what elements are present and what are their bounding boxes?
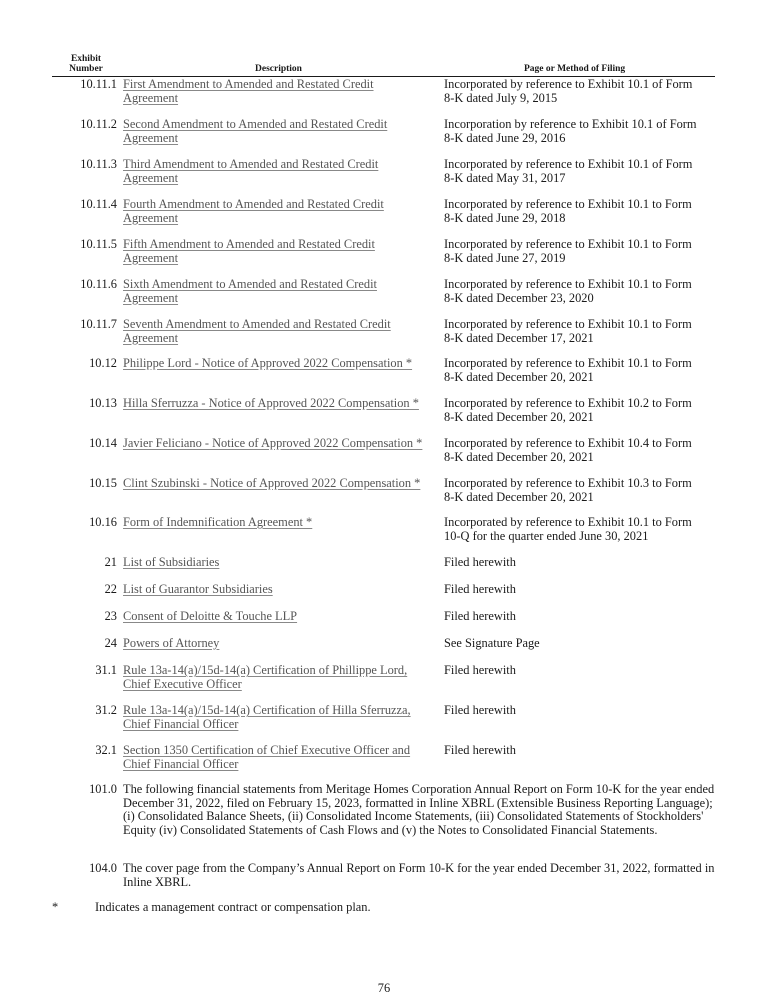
exhibit-number: 10.11.1	[80, 77, 117, 91]
filing-method	[444, 437, 719, 464]
filing-method	[444, 637, 719, 651]
method-line: 8-K dated June 27, 2019	[444, 250, 566, 265]
page-number: 76	[377, 981, 391, 995]
exhibit-number: 31.2	[95, 703, 117, 717]
method-line: 8-K dated December 20, 2021	[444, 409, 594, 424]
filing-method	[444, 516, 719, 543]
method-line: Incorporated by reference to Exhibit 10.1 to Form	[444, 356, 692, 370]
exhibit-description-link[interactable]	[123, 318, 443, 345]
filing-method	[444, 118, 719, 145]
exhibit-number: 23	[104, 609, 117, 623]
description-line: Chief Financial Officer	[123, 756, 239, 771]
footnote-text: Indicates a management contract or compensation plan.	[95, 900, 371, 914]
method-line: 8-K dated July 9, 2015	[444, 90, 558, 105]
method-line: Filed herewith	[444, 703, 516, 717]
method-line: Filed herewith	[444, 555, 516, 569]
filing-method	[444, 664, 719, 678]
description-line: Javier Feliciano - Notice of Approved 2022 Compensation *	[123, 436, 423, 450]
method-line: Incorporated by reference to Exhibit 10.1 to Form	[444, 197, 692, 211]
description-line: Section 1350 Certification of Chief Executive Officer and	[123, 743, 411, 757]
filing-method	[444, 78, 719, 105]
description-line: Fifth Amendment to Amended and Restated Credit	[123, 237, 375, 251]
description-line: Second Amendment to Amended and Restated Credit	[123, 117, 388, 131]
method-line: Incorporation by reference to Exhibit 10.1 of Form	[444, 117, 697, 131]
exhibit-number: 10.15	[89, 476, 117, 490]
description-line: Agreement	[123, 90, 179, 105]
exhibit-number: 10.11.6	[80, 277, 117, 291]
method-line: Incorporated by reference to Exhibit 10.1 to Form	[444, 237, 692, 251]
description-line: Rule 13a-14(a)/15d-14(a) Certification of Phillippe Lord,	[123, 663, 408, 677]
description-header: Description	[255, 64, 302, 74]
description-line: Rule 13a-14(a)/15d-14(a) Certification of Hilla Sferruzza,	[123, 703, 411, 717]
filing-method	[444, 610, 719, 624]
method-line: Filed herewith	[444, 743, 516, 757]
description-line: Philippe Lord - Notice of Approved 2022 Compensation *	[123, 356, 413, 370]
filing-method	[444, 397, 719, 424]
method-line: Filed herewith	[444, 663, 516, 677]
description-line: Third Amendment to Amended and Restated Credit	[123, 157, 379, 171]
description-line: Hilla Sferruzza - Notice of Approved 2022 Compensation *	[123, 396, 419, 410]
exhibit-description-link[interactable]	[123, 664, 443, 691]
exhibit-number-header	[64, 54, 108, 74]
exhibit-number: 10.11.3	[80, 157, 117, 171]
description-line: Form of Indemnification Agreement *	[123, 515, 313, 529]
method-line: 10-Q for the quarter ended June 30, 2021	[444, 528, 649, 543]
exhibit-description-link[interactable]	[123, 744, 443, 771]
method-line: See Signature Page	[444, 636, 540, 650]
filing-method	[444, 318, 719, 345]
description-line: List of Guarantor Subsidiaries	[123, 582, 273, 596]
description-line: Consent of Deloitte & Touche LLP	[123, 609, 298, 623]
description-line: Seventh Amendment to Amended and Restated Credit	[123, 317, 391, 331]
exhibit-description-link[interactable]	[123, 118, 443, 145]
description-line: Agreement	[123, 250, 179, 265]
method-line: Incorporated by reference to Exhibit 10.1 to Form	[444, 515, 692, 529]
exhibit-number: 21	[104, 555, 117, 569]
method-line: 8-K dated May 31, 2017	[444, 170, 566, 185]
method-line: 8-K dated June 29, 2016	[444, 130, 566, 145]
method-line: Filed herewith	[444, 609, 516, 623]
method-line: Incorporated by reference to Exhibit 10.4 to Form	[444, 436, 692, 450]
filing-method	[444, 238, 719, 265]
description-line: Agreement	[123, 290, 179, 305]
description-line: Sixth Amendment to Amended and Restated Credit	[123, 277, 377, 291]
description-line: First Amendment to Amended and Restated Credit	[123, 77, 374, 91]
exhibit-description-link[interactable]	[123, 278, 443, 305]
exhibit-number: 10.11.5	[80, 237, 117, 251]
exhibit-number: 10.11.4	[80, 197, 117, 211]
description-line: List of Subsidiaries	[123, 555, 220, 569]
description-line: Clint Szubinski - Notice of Approved 2022 Compensation *	[123, 476, 421, 490]
page-method-header: Page or Method of Filing	[524, 64, 626, 74]
exhibit-description: The following financial statements from Meritage Homes Corporation Annual Report on Form 10-K for the year ended December 31, 2022, filed on February 15, 2023, formatted in Inline XBRL (Extensible Business Reporting Language); (i) Consolidated Balance Sheets, (ii) Consolidated Income Statements, (iii) Consolidated Statements of Stockholders' Equity (iv) Consolidated Statements of Cash Flows and (v) the Notes to Consolidated Financial Statements.	[123, 782, 715, 837]
exhibit-number: 10.11.7	[80, 317, 117, 331]
exhibit-number: 10.16	[89, 515, 117, 529]
exhibit-header-line1: Exhibit	[70, 54, 102, 64]
filing-method	[444, 198, 719, 225]
filing-method	[444, 583, 719, 597]
filing-method	[444, 556, 719, 570]
exhibit-description: The cover page from the Company’s Annual Report on Form 10-K for the year ended December 31, 2022, formatted in Inline XBRL.	[123, 861, 715, 889]
exhibit-description-link[interactable]	[123, 437, 443, 451]
exhibit-description-link[interactable]	[123, 610, 443, 624]
method-line: Incorporated by reference to Exhibit 10.2 to Form	[444, 396, 692, 410]
exhibit-description-link[interactable]	[123, 477, 443, 491]
exhibit-description-link[interactable]	[123, 637, 443, 651]
filing-method	[444, 357, 719, 384]
description-line: Chief Executive Officer	[123, 676, 242, 691]
description-line: Agreement	[123, 330, 179, 345]
description-line: Powers of Attorney	[123, 636, 220, 650]
filing-method	[444, 477, 719, 504]
exhibit-description-link[interactable]	[123, 704, 443, 731]
exhibit-number: 10.12	[89, 356, 117, 370]
exhibit-number: 10.13	[89, 396, 117, 410]
method-line: Incorporated by reference to Exhibit 10.1 of Form	[444, 157, 693, 171]
method-line: 8-K dated December 20, 2021	[444, 369, 594, 384]
exhibit-number: 31.1	[95, 663, 117, 677]
method-line: Incorporated by reference to Exhibit 10.1 to Form	[444, 277, 692, 291]
footnote-mark: *	[52, 900, 59, 914]
exhibit-description-link[interactable]	[123, 78, 443, 105]
exhibit-description-link[interactable]	[123, 583, 443, 597]
description-line: Fourth Amendment to Amended and Restated Credit	[123, 197, 384, 211]
exhibit-description-link[interactable]	[123, 516, 443, 530]
filing-method	[444, 704, 719, 718]
filing-method	[444, 278, 719, 305]
exhibit-number: 10.11.2	[80, 117, 117, 131]
method-line: 8-K dated December 17, 2021	[444, 330, 594, 345]
method-line: Incorporated by reference to Exhibit 10.1 to Form	[444, 317, 692, 331]
exhibit-number: 10.14	[89, 436, 117, 450]
exhibit-description-link[interactable]	[123, 158, 443, 185]
description-line: Agreement	[123, 170, 179, 185]
exhibit-description-link[interactable]	[123, 397, 443, 411]
exhibit-number: 104.0	[89, 861, 117, 875]
exhibit-description-link[interactable]	[123, 556, 443, 570]
method-line: 8-K dated December 20, 2021	[444, 449, 594, 464]
method-line: 8-K dated December 23, 2020	[444, 290, 594, 305]
exhibit-description-link[interactable]	[123, 198, 443, 225]
filing-method	[444, 744, 719, 758]
filing-method	[444, 158, 719, 185]
exhibit-description-link[interactable]	[123, 238, 443, 265]
method-line: 8-K dated June 29, 2018	[444, 210, 566, 225]
method-line: Filed herewith	[444, 582, 516, 596]
method-line: Incorporated by reference to Exhibit 10.1 of Form	[444, 77, 693, 91]
exhibit-number: 22	[104, 582, 117, 596]
description-line: Agreement	[123, 130, 179, 145]
description-line: Chief Financial Officer	[123, 716, 239, 731]
exhibit-number: 32.1	[95, 743, 117, 757]
description-line: Agreement	[123, 210, 179, 225]
table-header	[52, 54, 715, 77]
method-line: 8-K dated December 20, 2021	[444, 489, 594, 504]
exhibit-header-line2: Number	[69, 64, 103, 74]
exhibit-description-link[interactable]	[123, 357, 443, 371]
method-line: Incorporated by reference to Exhibit 10.3 to Form	[444, 476, 692, 490]
exhibit-number: 101.0	[89, 782, 117, 796]
exhibit-number: 24	[104, 636, 117, 650]
